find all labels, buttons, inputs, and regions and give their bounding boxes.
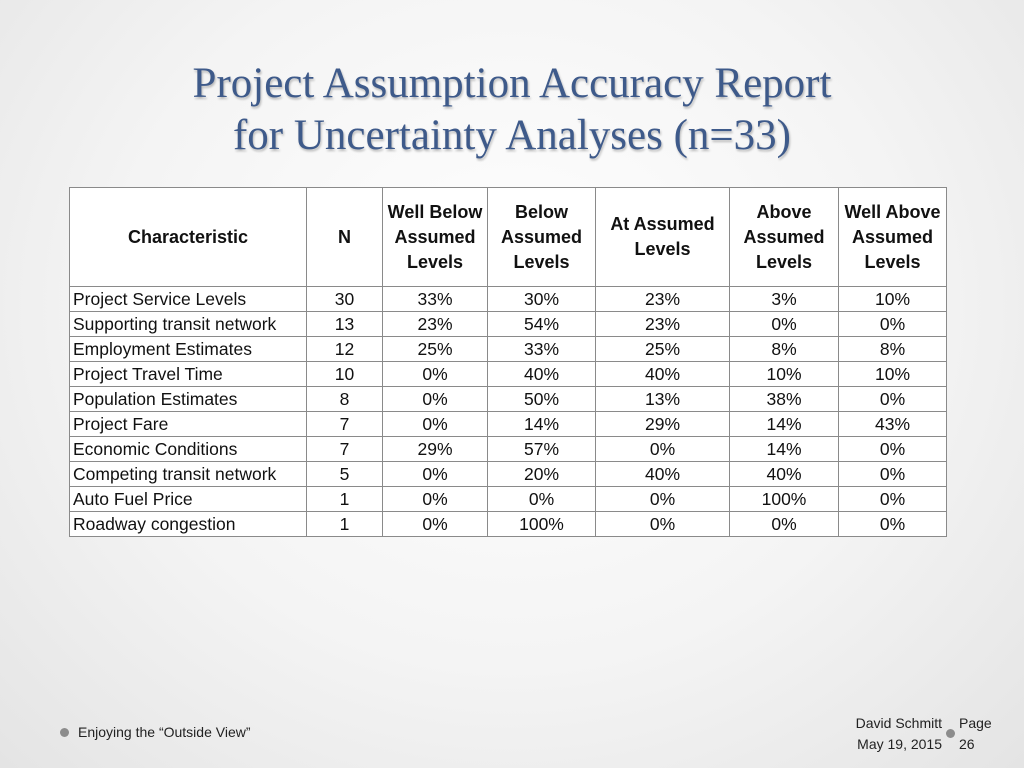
footer-page — [959, 713, 992, 755]
characteristic-cell: Economic Conditions — [70, 437, 307, 462]
value-cell: 5 — [307, 462, 383, 487]
value-cell: 23% — [596, 312, 730, 337]
value-cell: 43% — [839, 412, 947, 437]
value-cell: 30 — [307, 287, 383, 312]
value-cell: 0% — [839, 512, 947, 537]
table-header-row — [70, 188, 947, 287]
footer-left-text: Enjoying the “Outside View” — [78, 724, 251, 740]
value-cell: 12 — [307, 337, 383, 362]
value-cell: 0% — [839, 462, 947, 487]
table-row — [70, 437, 947, 462]
table-row — [70, 337, 947, 362]
accuracy-table-container — [69, 187, 946, 537]
column-header: Above Assumed Levels — [730, 188, 839, 287]
value-cell: 30% — [488, 287, 596, 312]
value-cell: 38% — [730, 387, 839, 412]
characteristic-cell: Project Travel Time — [70, 362, 307, 387]
value-cell: 1 — [307, 487, 383, 512]
slide-title-line-2: for Uncertainty Analyses (n=33) — [232, 112, 791, 159]
characteristic-cell: Employment Estimates — [70, 337, 307, 362]
footer-author: David Schmitt — [855, 715, 942, 731]
table-row — [70, 362, 947, 387]
value-cell: 40% — [596, 362, 730, 387]
value-cell: 0% — [839, 387, 947, 412]
value-cell: 0% — [383, 462, 488, 487]
value-cell: 8% — [839, 337, 947, 362]
table-row — [70, 512, 947, 537]
slide-title — [0, 58, 1024, 162]
value-cell: 40% — [730, 462, 839, 487]
value-cell: 7 — [307, 412, 383, 437]
footer-date: May 19, 2015 — [857, 736, 942, 752]
characteristic-cell: Project Fare — [70, 412, 307, 437]
footer-left — [60, 724, 251, 740]
value-cell: 23% — [383, 312, 488, 337]
footer-page-label: Page — [959, 715, 992, 731]
characteristic-cell: Auto Fuel Price — [70, 487, 307, 512]
value-cell: 14% — [730, 437, 839, 462]
value-cell: 0% — [383, 387, 488, 412]
value-cell: 10% — [839, 287, 947, 312]
table-row — [70, 412, 947, 437]
value-cell: 50% — [488, 387, 596, 412]
value-cell: 40% — [596, 462, 730, 487]
value-cell: 0% — [383, 412, 488, 437]
value-cell: 40% — [488, 362, 596, 387]
characteristic-cell: Supporting transit network — [70, 312, 307, 337]
value-cell: 10% — [839, 362, 947, 387]
value-cell: 0% — [596, 487, 730, 512]
characteristic-cell: Population Estimates — [70, 387, 307, 412]
value-cell: 10% — [730, 362, 839, 387]
characteristic-cell: Competing transit network — [70, 462, 307, 487]
value-cell: 0% — [488, 487, 596, 512]
value-cell: 25% — [383, 337, 488, 362]
bullet-icon — [946, 729, 955, 738]
value-cell: 0% — [839, 487, 947, 512]
value-cell: 8 — [307, 387, 383, 412]
value-cell: 23% — [596, 287, 730, 312]
value-cell: 0% — [596, 512, 730, 537]
column-header: Well Below Assumed Levels — [383, 188, 488, 287]
value-cell: 33% — [383, 287, 488, 312]
column-header: N — [307, 188, 383, 287]
table-row — [70, 462, 947, 487]
value-cell: 13% — [596, 387, 730, 412]
value-cell: 0% — [596, 437, 730, 462]
value-cell: 25% — [596, 337, 730, 362]
bullet-icon — [60, 728, 69, 737]
table-row — [70, 312, 947, 337]
value-cell: 33% — [488, 337, 596, 362]
footer-page-number: 26 — [959, 736, 975, 752]
value-cell: 100% — [730, 487, 839, 512]
value-cell: 14% — [488, 412, 596, 437]
table-row — [70, 487, 947, 512]
accuracy-table — [69, 187, 947, 537]
value-cell: 54% — [488, 312, 596, 337]
value-cell: 0% — [383, 487, 488, 512]
value-cell: 14% — [730, 412, 839, 437]
column-header: Characteristic — [70, 188, 307, 287]
column-header: Well Above Assumed Levels — [839, 188, 947, 287]
value-cell: 20% — [488, 462, 596, 487]
value-cell: 0% — [383, 512, 488, 537]
column-header: At Assumed Levels — [596, 188, 730, 287]
value-cell: 0% — [730, 512, 839, 537]
value-cell: 1 — [307, 512, 383, 537]
value-cell: 29% — [596, 412, 730, 437]
value-cell: 0% — [383, 362, 488, 387]
value-cell: 57% — [488, 437, 596, 462]
value-cell: 13 — [307, 312, 383, 337]
characteristic-cell: Project Service Levels — [70, 287, 307, 312]
value-cell: 0% — [839, 437, 947, 462]
value-cell: 8% — [730, 337, 839, 362]
value-cell: 100% — [488, 512, 596, 537]
value-cell: 0% — [730, 312, 839, 337]
characteristic-cell: Roadway congestion — [70, 512, 307, 537]
slide-title-line-1: Project Assumption Accuracy Report — [192, 60, 832, 107]
value-cell: 10 — [307, 362, 383, 387]
table-row — [70, 287, 947, 312]
column-header: Below Assumed Levels — [488, 188, 596, 287]
value-cell: 29% — [383, 437, 488, 462]
value-cell: 0% — [839, 312, 947, 337]
footer-author-date — [826, 713, 942, 755]
value-cell: 7 — [307, 437, 383, 462]
value-cell: 3% — [730, 287, 839, 312]
table-body — [70, 287, 947, 537]
table-row — [70, 387, 947, 412]
